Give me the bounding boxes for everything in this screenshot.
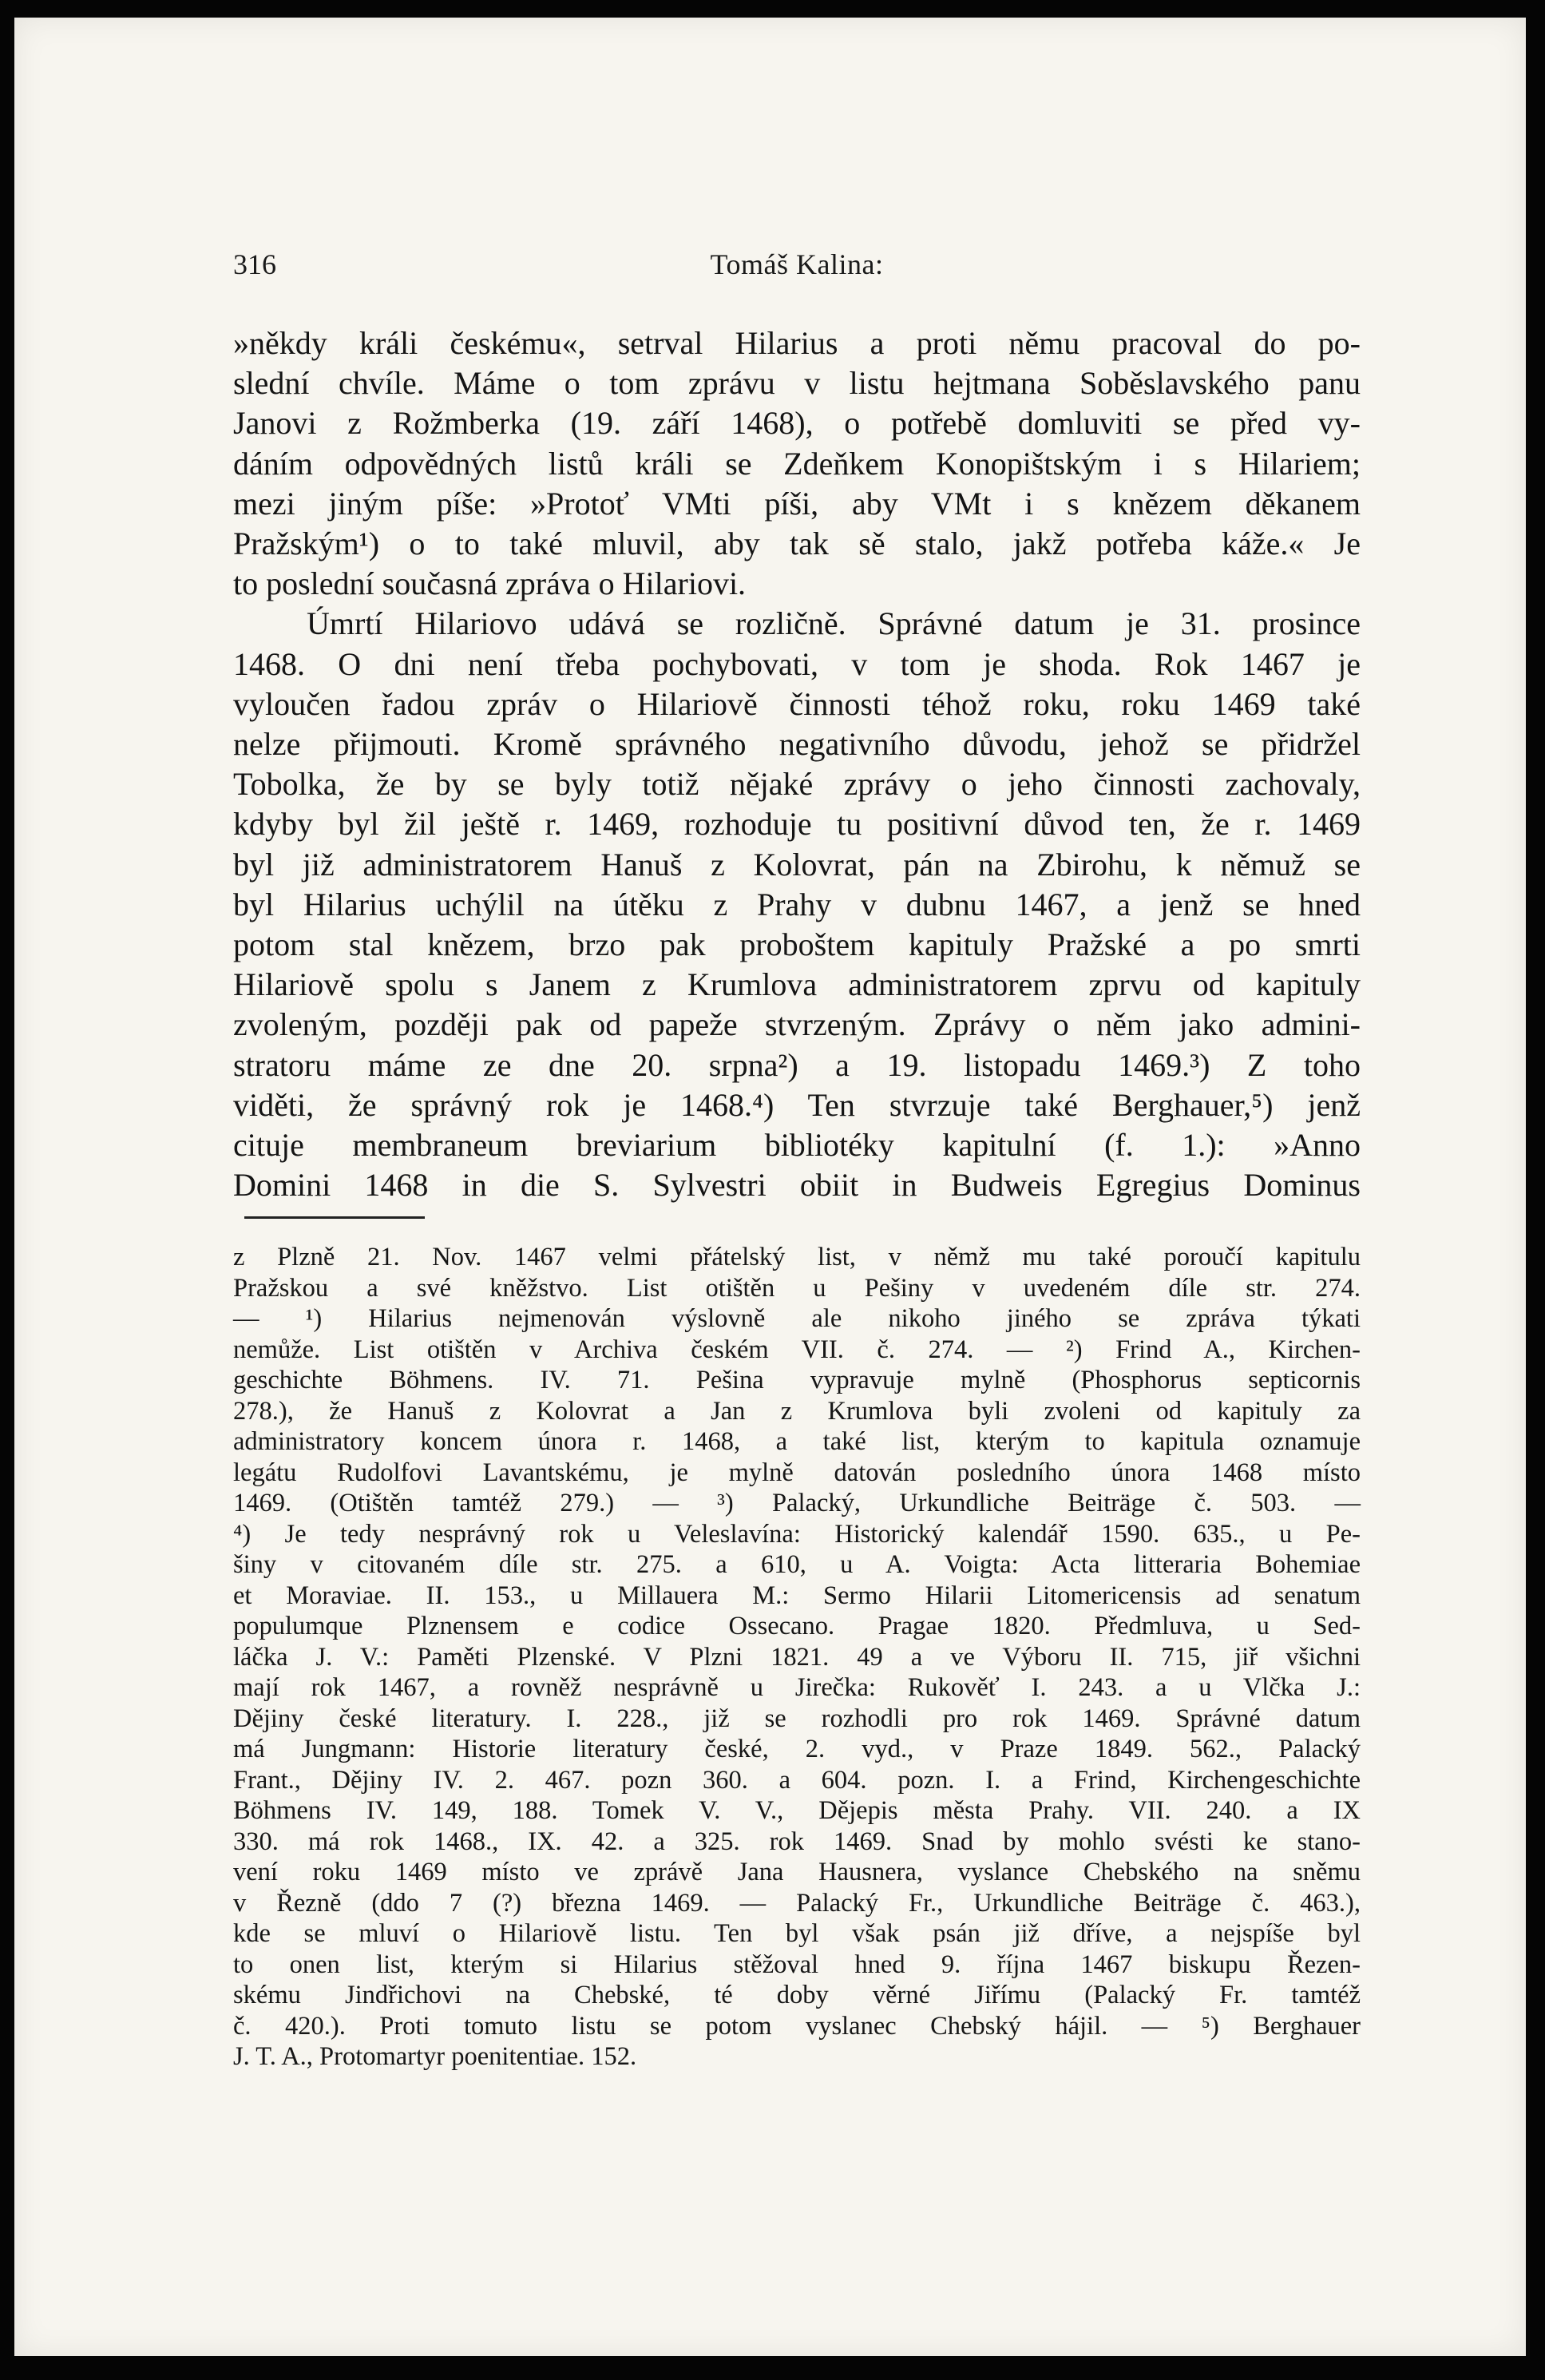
footnote-line: vení roku 1469 místo ve zprávě Jana Hausnera, vyslance Chebského na sněmu <box>233 1858 1361 1886</box>
text-line: Janovi z Rožmberka (19. září 1468), o potřebě domluviti se před vy- <box>233 405 1361 442</box>
footnote-line: má Jungmann: Historie literatury české, 2. vyd., v Praze 1849. 562., Palacký <box>233 1735 1361 1763</box>
page-header <box>233 248 1361 288</box>
footnote-line: et Moraviae. II. 153., u Millauera M.: Sermo Hilarii Litomericensis ad senatum <box>233 1581 1361 1610</box>
footnote-line: populumque Plznensem e codice Ossecano. Pragae 1820. Předmluva, u Sed- <box>233 1612 1361 1640</box>
running-head: Tomáš Kalina: <box>710 248 884 280</box>
text-line: »někdy králi českému«, setrval Hilarius a proti němu pracoval do po- <box>233 325 1361 361</box>
footnotes <box>233 1242 1361 2073</box>
footnote-line: 330. má rok 1468., IX. 42. a 325. rok 1469. Snad by mohlo svésti ke stano- <box>233 1827 1361 1856</box>
footnote-line: z Plzně 21. Nov. 1467 velmi přátelský list, v němž mu také poroučí kapitulu <box>233 1243 1361 1271</box>
text-line: cituje membraneum breviarium bibliotéky kapitulní (f. 1.): »Anno <box>233 1127 1361 1164</box>
footnote-line: ⁴) Je tedy nesprávný rok u Veleslavína: Historický kalendář 1590. 635., u Pe- <box>233 1519 1361 1549</box>
text-line: Tobolka, že by se byly totiž nějaké zprávy o jeho činnosti zachovaly, <box>233 766 1361 803</box>
footnote-line: administratory koncem února r. 1468, a také list, kterým to kapitula oznamuje <box>233 1427 1361 1456</box>
footnote-line: nemůže. List otištěn v Archiva českém VII. č. 274. — ²) Frind A., Kirchen- <box>233 1335 1361 1364</box>
footnote-line: Pražskou a své kněžstvo. List otištěn u Pešiny v uvedeném díle str. 274. <box>233 1273 1361 1303</box>
text-line: dáním odpovědných listů králi se Zdeňkem Konopištským i s Hilariem; <box>233 445 1361 482</box>
text-line: mezi jiným píše: »Protoť VMti píši, aby VMt i s knězem děkanem <box>233 485 1361 522</box>
text-line: byl Hilarius uchýlil na útěku z Prahy v dubnu 1467, a jenž se hned <box>233 886 1361 922</box>
text-line: potom stal knězem, brzo pak proboštem kapituly Pražské a po smrti <box>233 926 1361 963</box>
main-text <box>233 323 1361 1205</box>
footnote-line: mají rok 1467, a rovněž nesprávně u Jirečka: Rukověť I. 243. a u Vlčka J.: <box>233 1673 1361 1702</box>
footnote-line: v Řezně (ddo 7 (?) března 1469. — Palacký Fr., Urkundliche Beiträge č. 463.), <box>233 1888 1361 1918</box>
footnote-line: č. 420.). Proti tomuto listu se potom vyslanec Chebský hájil. — ⁵) Berghauer <box>233 2011 1361 2041</box>
page-number: 316 <box>233 248 276 280</box>
text-line: 1468. O dni není třeba pochybovati, v tom je shoda. Rok 1467 je <box>233 645 1361 682</box>
footnote-line: skému Jindřichovi na Chebské, té doby věrné Jiřímu (Palacký Fr. tamtéž <box>233 1981 1361 2009</box>
footnote-line: J. T. A., Protomartyr poenitentiae. 152. <box>233 2042 637 2071</box>
footnote-line: legátu Rudolfovi Lavantskému, je mylně datován posledního února 1468 místo <box>233 1458 1361 1487</box>
footnote-line: to onen list, kterým si Hilarius stěžoval hned 9. října 1467 biskupu Řezen- <box>233 1950 1361 1979</box>
footnote-line: Frant., Dějiny IV. 2. 467. pozn 360. a 604. pozn. I. a Frind, Kirchengeschichte <box>233 1765 1361 1795</box>
footnote-line: — ¹) Hilarius nejmenován výslovně ale nikoho jiného se zpráva týkati <box>233 1304 1361 1333</box>
text-line: nelze přijmouti. Kromě správného negativního důvodu, jehož se přidržel <box>233 726 1361 763</box>
footnote-line: kde se mluví o Hilariově listu. Ten byl však psán již dříve, a nejspíše byl <box>233 1919 1361 1948</box>
footnote-line: láčka J. V.: Paměti Plzenské. V Plzni 1821. 49 a ve Výboru II. 715, jiř všichni <box>233 1642 1361 1672</box>
text-line: Úmrtí Hilariovo udává se rozličně. Správné datum je 31. prosince <box>307 605 1361 642</box>
text-line: Hilariově spolu s Janem z Krumlova administratorem zprvu od kapituly <box>233 966 1361 1003</box>
footnote-line: Dějiny české literatury. I. 228., již se rozhodli pro rok 1469. Správné datum <box>233 1704 1361 1733</box>
text-line: Pražským¹) o to také mluvil, aby tak sě stalo, jakž potřeba káže.« Je <box>233 526 1361 562</box>
footnote-line: 1469. (Otištěn tamtéž 279.) — ³) Palacký, Urkundliche Beiträge č. 503. — <box>233 1489 1361 1517</box>
text-line: Domini 1468 in die S. Sylvestri obiit in Budweis Egregius Dominus <box>233 1167 1361 1204</box>
footnote-line: Böhmens IV. 149, 188. Tomek V. V., Dějepis města Prahy. VII. 240. a IX <box>233 1796 1361 1825</box>
text-line: kdyby byl žil ještě r. 1469, rozhoduje tu positivní důvod ten, že r. 1469 <box>233 806 1361 843</box>
text-line: zvoleným, později pak od papeže stvrzeným. Zprávy o něm jako admini- <box>233 1006 1361 1043</box>
text-line: slední chvíle. Máme o tom zprávu v listu hejtmana Soběslavského panu <box>233 365 1361 402</box>
footnote-line: 278.), že Hanuš z Kolovrat a Jan z Krumlova byli zvoleni od kapituly za <box>233 1396 1361 1426</box>
text-line: stratoru máme ze dne 20. srpna²) a 19. listopadu 1469.³) Z toho <box>233 1046 1361 1083</box>
text-line: byl již administratorem Hanuš z Kolovrat, pán na Zbirohu, k němuž se <box>233 846 1361 883</box>
text-line: vyloučen řadou zpráv o Hilariově činnosti téhož roku, roku 1469 také <box>233 685 1361 722</box>
footnote-separator <box>244 1216 425 1219</box>
footnote-line: geschichte Böhmens. IV. 71. Pešina vypravuje mylně (Phosphorus septicornis <box>233 1366 1361 1394</box>
footnote-line: šiny v citovaném díle str. 275. a 610, u A. Voigta: Acta litteraria Bohemiae <box>233 1550 1361 1579</box>
text-line: to poslední současná zpráva o Hilariovi. <box>233 565 747 602</box>
text-line: viděti, že správný rok je 1468.⁴) Ten stvrzuje také Berghauer,⁵) jenž <box>233 1086 1361 1123</box>
